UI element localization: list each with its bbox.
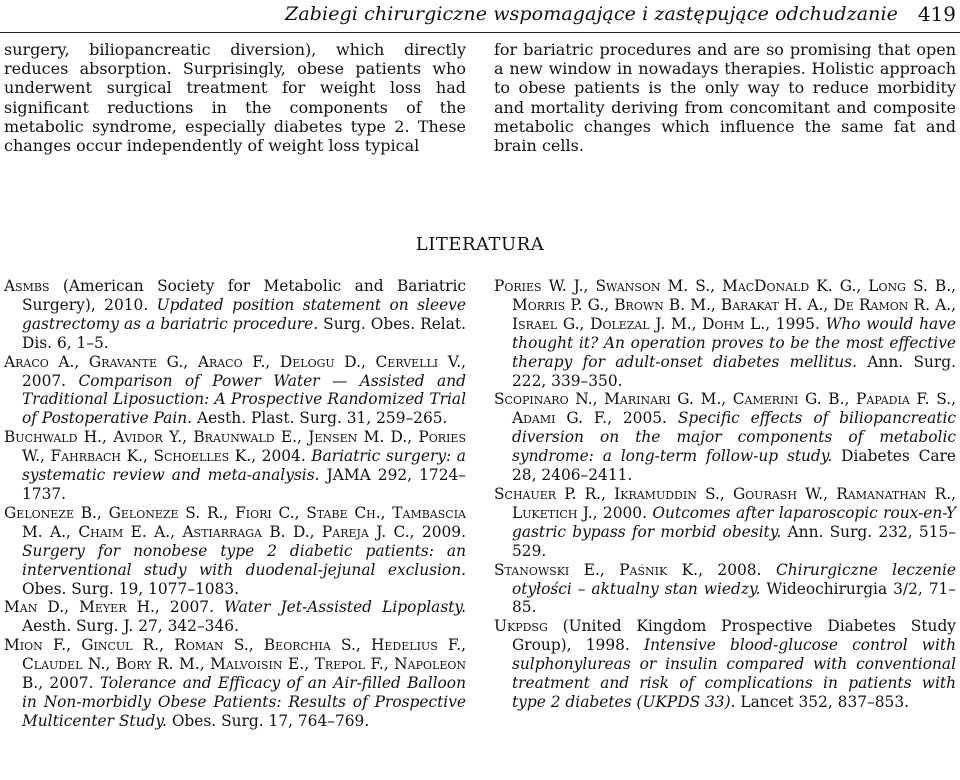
reference-year: , 2005. [607, 409, 678, 428]
reference-item [4, 636, 466, 731]
reference-authors: Asmbs [4, 277, 50, 295]
reference-source: Obes. Surg. 17, 764–769. [166, 711, 370, 730]
section-heading: LITERATURA [415, 234, 545, 255]
reference-year: (United Kingdom Prospective Diabetes Study Group), 1998. [512, 617, 956, 655]
references-left-column [4, 277, 466, 731]
reference-year: , 1995. [765, 314, 826, 333]
reference-source: Ann. Surg. 232, 515–529. [512, 522, 956, 560]
reference-item [494, 485, 956, 561]
reference-authors: Stanowski E., Paśnik K. [494, 560, 699, 579]
reference-source: Obes. Surg. 19, 1077–1083. [22, 579, 240, 598]
body-text-right: for bariatric procedures and are so promising that open a new window in nowadays therapies. Holistic approach to obese patients is the only way to reduce morbidity and mortality deriving from concomitant and composite metabolic changes which influence the same fat and brain cells. [494, 40, 956, 156]
reference-authors: Araco A., Gravante G., Araco F., Delogu D., Cervelli V. [4, 352, 462, 371]
reference-title: Bariatric surgery: a systematic review and meta-analysis. [22, 447, 466, 485]
reference-year: , 2004. [251, 447, 312, 466]
reference-year: , 2000. [592, 503, 653, 522]
reference-source: Diabetes Care 28, 2406–2411. [512, 447, 956, 485]
reference-item [4, 504, 466, 599]
reference-source: Lancet 352, 837–853. [735, 692, 910, 711]
reference-title: Outcomes after laparoscopic roux-en-Y gastric bypass for morbid obesity. [512, 503, 956, 541]
reference-authors: Ukpdsg [494, 617, 548, 636]
reference-title: Water Jet-Assisted Lipoplasty. [224, 598, 466, 617]
reference-authors: Man D., Meyer H. [4, 598, 155, 617]
reference-authors: Buchwald H., Avidor Y., Braunwald E., Jensen M. D., Pories W., Fahrbach K., Schoelles K. [4, 428, 466, 466]
reference-source: Surg. Obes. Relat. Dis. 6, 1–5. [22, 314, 466, 352]
reference-authors: Mion F., Gincul R., Roman S., Beorchia S., Hedelius F., Claudel N., Bory R. M., Malvoisin E., Trepol F., Napoleon B. [4, 636, 466, 693]
reference-item [494, 617, 956, 712]
reference-item [4, 277, 466, 353]
reference-item [494, 277, 956, 390]
body-text-left: surgery, biliopancreatic diversion), which directly reduces absorption. Surprisingly, obese patients who underwent surgical treatment for weight loss had significant reductions in the components of the metabolic syndrome, especially diabetes type 2. These changes occur independently of weight loss typical [4, 40, 466, 156]
reference-title: Specific effects of biliopancreatic diversion on the major components of metabolic syndrome: a long-term follow-up study. [512, 409, 956, 466]
reference-year: , 2008. [698, 560, 776, 579]
reference-authors: Scopinaro N., Marinari G. M., Camerini G. B., Papadia F. S., Adami G. F. [494, 390, 956, 428]
reference-item [4, 353, 466, 429]
reference-title: Chirurgiczne leczenie otyłości – aktualny stan wiedzy. [512, 560, 956, 598]
reference-year: , 2007. [154, 598, 225, 617]
reference-item [494, 390, 956, 485]
reference-year: , 2009. [409, 522, 466, 541]
reference-authors: Pories W. J., Swanson M. S., MacDonald K. G., Long S. B., Morris P. G., Brown B. M., Barakat H. A., De Ramon R. A., Israel G., Dolezal J. M., Dohm L. [494, 277, 956, 333]
reference-title: Who would have thought it? An operation proves to be the most effective therapy for adult-onset diabetes mellitus. [512, 314, 956, 371]
reference-year: , 2007. [22, 352, 466, 390]
references-right-column [494, 277, 956, 712]
reference-title: Intensive blood-glucose control with sulphonylureas or insulin compared with conventional treatment and risk of complications in patients with type 2 diabetes (UKPDS 33). [512, 636, 956, 711]
reference-title: Surgery for nonobese type 2 diabetic patients: an interventional study with duodenal-jejunal exclusion. [22, 541, 466, 579]
reference-item [494, 561, 956, 618]
reference-item [4, 598, 466, 636]
running-header [0, 0, 960, 33]
reference-source: JAMA 292, 1724–1737. [22, 466, 466, 503]
running-head-title: Zabiegi chirurgiczne wspomagające i zastępujące odchudzanie [285, 3, 898, 25]
reference-source: Wideochirurgia 3/2, 71–85. [512, 579, 956, 617]
reference-year: , 2007. [38, 674, 100, 693]
reference-source: Aesth. Surg. J. 27, 342–346. [22, 617, 239, 636]
page-number: 419 [917, 2, 956, 26]
reference-authors: Geloneze B., Geloneze S. R., Fiori C., Stabe Ch., Tambascia M. A., Chaim E. A., Astiarraga B. D., Pareja J. C. [4, 503, 466, 541]
reference-source: Ann. Surg. 222, 339–350. [512, 352, 956, 390]
reference-year: (American Society for Metabolic and Bariatric Surgery), 2010. [22, 277, 466, 314]
reference-title: Comparison of Power Water — Assisted and Traditional Liposuction: A Prospective Randomized Trial of Postoperative Pain. [22, 371, 466, 428]
reference-title: Updated position statement on sleeve gastrectomy as a bariatric procedure. [22, 295, 466, 333]
reference-source: Aesth. Plast. Surg. 31, 259–265. [192, 409, 448, 428]
reference-authors: Schauer P. R., Ikramuddin S., Gourash W., Ramanathan R., Luketich J. [494, 484, 956, 522]
reference-item [4, 428, 466, 504]
reference-title: Tolerance and Efficacy of an Air-filled Balloon in Non-morbidly Obese Patients: Results of Prospective Multicenter Study. [22, 674, 466, 730]
